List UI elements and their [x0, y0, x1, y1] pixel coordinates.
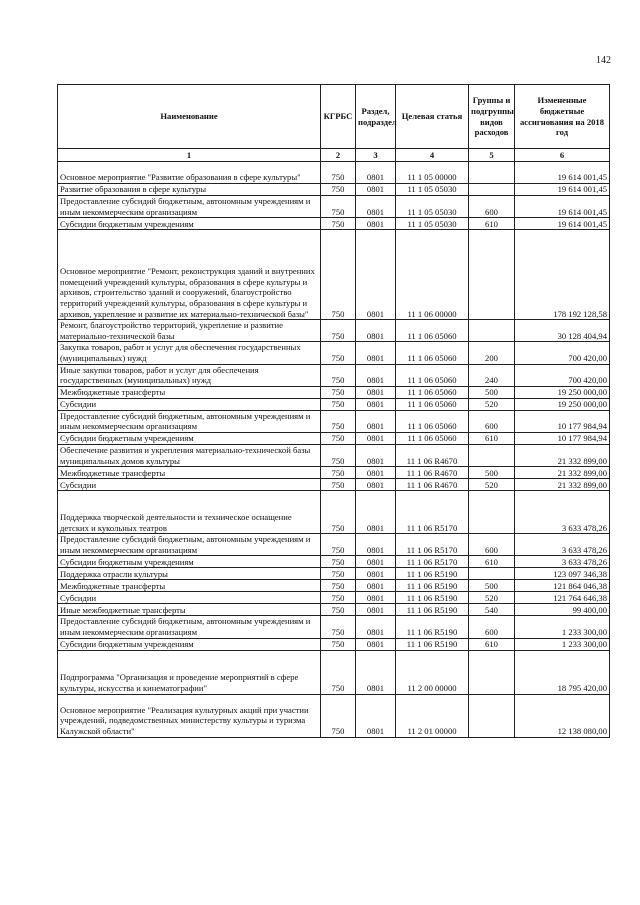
row-amount: 19 250 000,00: [515, 386, 610, 398]
row-section: 0801: [356, 320, 396, 342]
row-section: 0801: [356, 398, 396, 410]
column-number: 6: [515, 149, 610, 162]
table-row: [58, 638, 610, 650]
row-target: 11 2 00 00000: [396, 650, 469, 694]
column-number: 1: [58, 149, 321, 162]
budget-table: [57, 84, 610, 738]
row-target: 11 1 06 R4670: [396, 467, 469, 479]
row-name: Иные межбюджетные трансферты: [58, 604, 321, 616]
row-amount: 10 177 984,94: [515, 410, 610, 432]
row-kgrbs: 750: [321, 162, 356, 184]
row-group: [469, 650, 515, 694]
row-section: 0801: [356, 342, 396, 364]
row-amount: 21 332 899,00: [515, 479, 610, 491]
row-name: Предоставление субсидий бюджетным, автономным учреждениям и иным некоммерческим организациям: [58, 410, 321, 432]
header-groups: Группы и подгруппы видов расходов: [469, 85, 515, 149]
row-kgrbs: 750: [321, 592, 356, 604]
row-section: 0801: [356, 410, 396, 432]
row-amount: 19 614 001,45: [515, 162, 610, 184]
row-amount: 21 332 899,00: [515, 467, 610, 479]
row-kgrbs: 750: [321, 444, 356, 466]
row-section: 0801: [356, 184, 396, 196]
row-target: 11 1 06 05060: [396, 386, 469, 398]
row-section: 0801: [356, 580, 396, 592]
row-name: Межбюджетные трансферты: [58, 580, 321, 592]
table-row: [58, 320, 610, 342]
row-name: Межбюджетные трансферты: [58, 386, 321, 398]
table-row: [58, 592, 610, 604]
row-group: [469, 444, 515, 466]
row-group: 600: [469, 534, 515, 556]
table-row: [58, 432, 610, 444]
row-kgrbs: 750: [321, 556, 356, 568]
row-amount: 10 177 984,94: [515, 432, 610, 444]
row-name: Межбюджетные трансферты: [58, 467, 321, 479]
row-kgrbs: 750: [321, 320, 356, 342]
row-kgrbs: 750: [321, 638, 356, 650]
row-name: Подпрограмма "Организация и проведение мероприятий в сфере культуры, искусства и кинематографии": [58, 650, 321, 694]
table-row: [58, 604, 610, 616]
row-section: 0801: [356, 491, 396, 534]
row-group: 600: [469, 196, 515, 218]
row-amount: 1 233 300,00: [515, 638, 610, 650]
row-section: 0801: [356, 386, 396, 398]
row-name: Основное мероприятие "Развитие образования в сфере культуры": [58, 162, 321, 184]
row-name: Поддержка творческой деятельности и техническое оснащение детских и кукольных театров: [58, 491, 321, 534]
row-amount: 19 250 000,00: [515, 398, 610, 410]
row-target: 11 1 05 05030: [396, 218, 469, 230]
header-name: Наименование: [58, 85, 321, 149]
table-row: [58, 196, 610, 218]
table-row: [58, 398, 610, 410]
row-target: 11 1 06 R4670: [396, 479, 469, 491]
row-kgrbs: 750: [321, 398, 356, 410]
row-amount: 3 633 478,26: [515, 556, 610, 568]
row-amount: 99 400,00: [515, 604, 610, 616]
column-number: 5: [469, 149, 515, 162]
row-kgrbs: 750: [321, 230, 356, 320]
row-kgrbs: 750: [321, 568, 356, 580]
row-name: Поддержка отрасли культуры: [58, 568, 321, 580]
row-group: [469, 491, 515, 534]
table-row: [58, 364, 610, 386]
row-kgrbs: 750: [321, 616, 356, 638]
row-amount: 123 097 346,38: [515, 568, 610, 580]
row-amount: 19 614 001,45: [515, 184, 610, 196]
table-header-row: [58, 85, 610, 149]
row-target: 11 1 06 05060: [396, 320, 469, 342]
row-group: 600: [469, 616, 515, 638]
table-row: [58, 218, 610, 230]
row-target: 11 1 06 R5190: [396, 638, 469, 650]
row-amount: 121 864 046,38: [515, 580, 610, 592]
row-amount: 3 633 478,26: [515, 491, 610, 534]
row-kgrbs: 750: [321, 364, 356, 386]
row-section: 0801: [356, 444, 396, 466]
row-amount: 1 233 300,00: [515, 616, 610, 638]
row-section: 0801: [356, 364, 396, 386]
row-kgrbs: 750: [321, 342, 356, 364]
row-name: Иные закупки товаров, работ и услуг для обеспечения государственных (муниципальных) нужд: [58, 364, 321, 386]
row-kgrbs: 750: [321, 694, 356, 737]
row-target: 11 1 06 05060: [396, 410, 469, 432]
row-group: 520: [469, 592, 515, 604]
row-target: 11 1 06 R5190: [396, 616, 469, 638]
table-row: [58, 342, 610, 364]
table-body: [58, 162, 610, 738]
table-row: [58, 650, 610, 694]
row-group: [469, 320, 515, 342]
row-target: 11 1 06 R5170: [396, 556, 469, 568]
table-row: [58, 556, 610, 568]
row-kgrbs: 750: [321, 467, 356, 479]
row-target: 11 1 06 R5190: [396, 568, 469, 580]
row-name: Субсидии бюджетным учреждениям: [58, 556, 321, 568]
row-amount: 700 420,00: [515, 342, 610, 364]
row-target: 11 1 05 05030: [396, 196, 469, 218]
row-amount: 19 614 001,45: [515, 218, 610, 230]
row-section: 0801: [356, 556, 396, 568]
row-section: 0801: [356, 534, 396, 556]
header-amount: Измененные бюджетные ассигнования на 2018 год: [515, 85, 610, 149]
row-group: 520: [469, 398, 515, 410]
table-row: [58, 616, 610, 638]
row-target: 11 1 06 05060: [396, 432, 469, 444]
row-kgrbs: 750: [321, 196, 356, 218]
row-target: 11 1 06 05060: [396, 342, 469, 364]
table-row: [58, 534, 610, 556]
row-name: Закупка товаров, работ и услуг для обеспечения государственных (муниципальных) нужд: [58, 342, 321, 364]
row-kgrbs: 750: [321, 580, 356, 592]
row-name: Субсидии бюджетным учреждениям: [58, 432, 321, 444]
table-row: [58, 694, 610, 737]
row-target: 11 1 06 00000: [396, 230, 469, 320]
row-section: 0801: [356, 638, 396, 650]
header-kgrbs: КГРБС: [321, 85, 356, 149]
table-row: [58, 386, 610, 398]
row-kgrbs: 750: [321, 432, 356, 444]
row-target: 11 1 06 05060: [396, 364, 469, 386]
row-section: 0801: [356, 568, 396, 580]
row-group: [469, 184, 515, 196]
row-section: 0801: [356, 230, 396, 320]
table-row: [58, 230, 610, 320]
row-group: [469, 230, 515, 320]
column-number: 3: [356, 149, 396, 162]
row-kgrbs: 750: [321, 534, 356, 556]
row-amount: 30 128 404,94: [515, 320, 610, 342]
row-name: Субсидии бюджетным учреждениям: [58, 638, 321, 650]
row-group: [469, 568, 515, 580]
row-section: 0801: [356, 694, 396, 737]
row-amount: 12 138 080,00: [515, 694, 610, 737]
row-name: Субсидии: [58, 479, 321, 491]
row-group: 600: [469, 410, 515, 432]
column-number-row: [58, 149, 610, 162]
row-kgrbs: 750: [321, 604, 356, 616]
table-row: [58, 580, 610, 592]
row-kgrbs: 750: [321, 650, 356, 694]
row-target: 11 1 06 R5190: [396, 592, 469, 604]
column-number: 2: [321, 149, 356, 162]
row-target: 11 1 06 R5170: [396, 491, 469, 534]
row-section: 0801: [356, 616, 396, 638]
header-target: Целевая статья: [396, 85, 469, 149]
row-target: 11 2 01 00000: [396, 694, 469, 737]
table-row: [58, 491, 610, 534]
row-name: Субсидии бюджетным учреждениям: [58, 218, 321, 230]
row-name: Предоставление субсидий бюджетным, автономным учреждениям и иным некоммерческим организациям: [58, 196, 321, 218]
row-group: 240: [469, 364, 515, 386]
row-amount: 19 614 001,45: [515, 196, 610, 218]
row-section: 0801: [356, 479, 396, 491]
table-row: [58, 568, 610, 580]
row-target: 11 1 06 R5170: [396, 534, 469, 556]
row-group: 540: [469, 604, 515, 616]
row-target: 11 1 05 00000: [396, 162, 469, 184]
row-kgrbs: 750: [321, 491, 356, 534]
row-target: 11 1 06 05060: [396, 398, 469, 410]
row-group: 520: [469, 479, 515, 491]
row-group: [469, 694, 515, 737]
row-target: 11 1 06 R4670: [396, 444, 469, 466]
row-target: 11 1 05 05030: [396, 184, 469, 196]
row-name: Развитие образования в сфере культуры: [58, 184, 321, 196]
row-kgrbs: 750: [321, 410, 356, 432]
row-name: Обеспечение развития и укрепления материально-технической базы муниципальных домов культуры: [58, 444, 321, 466]
row-amount: 3 633 478,26: [515, 534, 610, 556]
row-group: 500: [469, 580, 515, 592]
row-section: 0801: [356, 218, 396, 230]
row-group: 610: [469, 432, 515, 444]
row-amount: 178 192 128,58: [515, 230, 610, 320]
row-section: 0801: [356, 467, 396, 479]
row-name: Основное мероприятие "Реализация культурных акций при участии учреждений, подведомственных министерству культуры и туризма Калужской области": [58, 694, 321, 737]
row-name: Ремонт, благоустройство территорий, укрепление и развитие материально-технической базы: [58, 320, 321, 342]
row-name: Субсидии: [58, 592, 321, 604]
row-group: 500: [469, 467, 515, 479]
row-section: 0801: [356, 592, 396, 604]
row-group: 200: [469, 342, 515, 364]
row-kgrbs: 750: [321, 386, 356, 398]
table-row: [58, 162, 610, 184]
row-kgrbs: 750: [321, 479, 356, 491]
table-row: [58, 410, 610, 432]
row-section: 0801: [356, 196, 396, 218]
page-number: 142: [596, 55, 611, 66]
row-group: 610: [469, 556, 515, 568]
row-kgrbs: 750: [321, 184, 356, 196]
row-kgrbs: 750: [321, 218, 356, 230]
row-group: 500: [469, 386, 515, 398]
row-name: Основное мероприятие "Ремонт, реконструкция зданий и внутренних помещений учреждений культуры, образования в сфере культуры и архивов, строительство зданий и сооружений, благоустройство территорий учреждений культуры, образования в сфере культуры и архивов, укрепление и развитие их материально-технической базы": [58, 230, 321, 320]
row-section: 0801: [356, 162, 396, 184]
column-number: 4: [396, 149, 469, 162]
table-row: [58, 479, 610, 491]
row-section: 0801: [356, 650, 396, 694]
header-section: Раздел, подраздел: [356, 85, 396, 149]
row-group: [469, 162, 515, 184]
row-section: 0801: [356, 604, 396, 616]
row-group: 610: [469, 218, 515, 230]
row-group: 610: [469, 638, 515, 650]
row-section: 0801: [356, 432, 396, 444]
row-amount: 18 795 420,00: [515, 650, 610, 694]
row-amount: 121 764 646,38: [515, 592, 610, 604]
table-row: [58, 467, 610, 479]
row-name: Предоставление субсидий бюджетным, автономным учреждениям и иным некоммерческим организациям: [58, 534, 321, 556]
table-row: [58, 444, 610, 466]
row-amount: 700 420,00: [515, 364, 610, 386]
row-amount: 21 332 899,00: [515, 444, 610, 466]
row-target: 11 1 06 R5190: [396, 604, 469, 616]
table-row: [58, 184, 610, 196]
row-name: Предоставление субсидий бюджетным, автономным учреждениям и иным некоммерческим организациям: [58, 616, 321, 638]
row-name: Субсидии: [58, 398, 321, 410]
row-target: 11 1 06 R5190: [396, 580, 469, 592]
